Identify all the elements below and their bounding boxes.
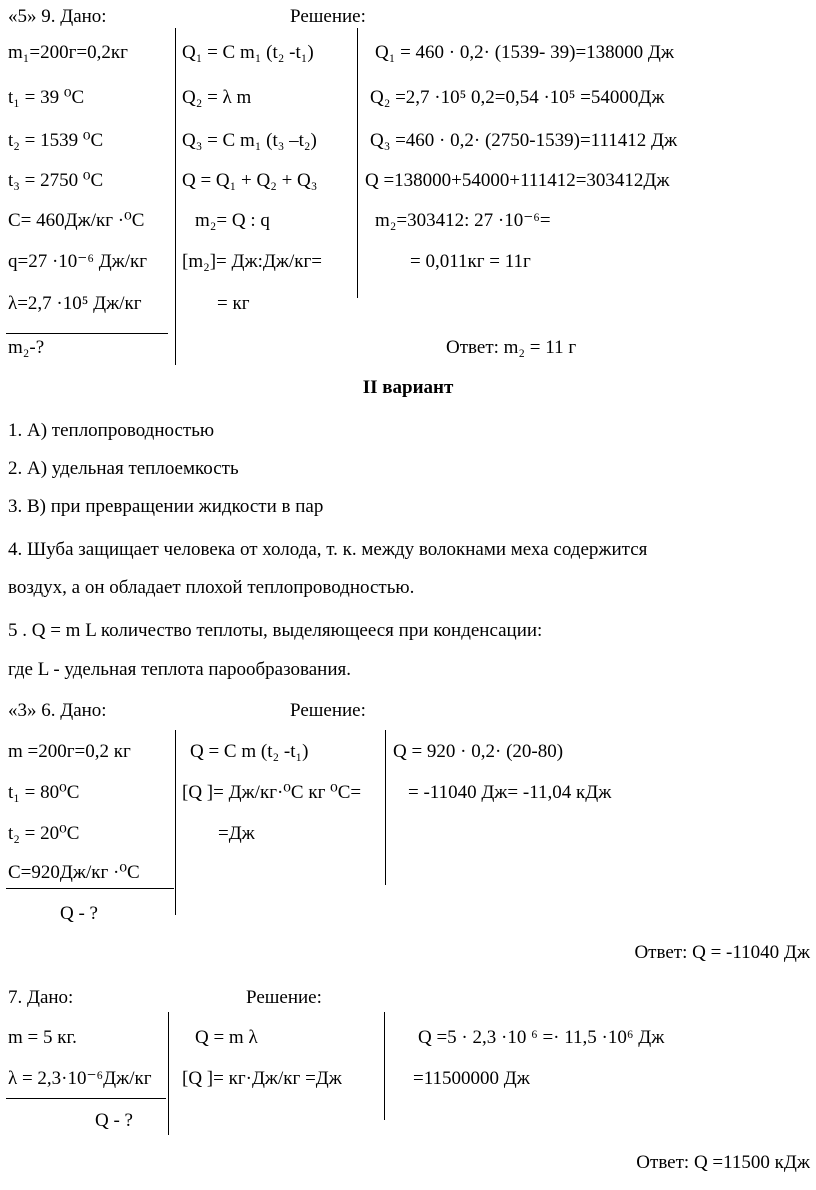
find-item: Q - ? <box>60 903 98 924</box>
formula: Q = С m (t₂ -t₁) <box>190 741 309 762</box>
calculation: Q =138000+54000+111412=303412Дж <box>365 170 670 191</box>
formula: Q = m λ <box>195 1027 258 1048</box>
given-divider <box>6 333 168 334</box>
solution-header: Решение: <box>290 700 366 721</box>
column-divider <box>385 730 386 885</box>
list-item: 1. А) теплопроводностью <box>8 420 215 441</box>
formula: = кг <box>217 293 250 314</box>
given-divider <box>6 888 174 889</box>
given-item: t₁ = 39 ⁰С <box>8 87 85 108</box>
answer: Ответ: Q =11500 кДж <box>636 1152 810 1173</box>
answer: Ответ: m₂ = 11 г <box>446 337 577 358</box>
list-item: 3. В) при превращении жидкости в пар <box>8 496 324 517</box>
list-item: 5 . Q = m L количество теплоты, выделяющееся при конденсации: <box>8 620 543 641</box>
solution-header: Решение: <box>290 6 366 27</box>
calculation: = -11040 Дж= -11,04 кДж <box>408 782 612 803</box>
formula: m₂= Q : q <box>195 210 270 231</box>
formula: [Q ]= кг·Дж/кг =Дж <box>182 1068 342 1089</box>
formula: Q = Q₁ + Q₂ + Q₃ <box>182 170 318 191</box>
given-item: t₂ = 20⁰С <box>8 823 80 844</box>
given-header: 7. Дано: <box>8 987 74 1008</box>
formula: [Q ]= Дж/кг·⁰С кг ⁰С= <box>182 782 362 803</box>
given-item: С=920Дж/кг ·⁰С <box>8 862 140 883</box>
column-divider <box>357 28 358 298</box>
list-item: 4. Шуба защищает человека от холода, т. к. между волокнами меха содержится <box>8 539 648 560</box>
given-header: «5» 9. Дано: <box>8 6 107 27</box>
given-item: m₁=200г=0,2кг <box>8 42 128 63</box>
formula: =Дж <box>218 823 255 844</box>
calculation: =11500000 Дж <box>413 1068 530 1089</box>
calculation: m₂=303412: 27 ·10⁻⁶= <box>375 210 551 231</box>
given-item: λ = 2,3·10⁻⁶Дж/кг <box>8 1068 152 1089</box>
formula: Q₂ = λ m <box>182 87 252 108</box>
calculation: Q₁ = 460 · 0,2· (1539- 39)=138000 Дж <box>375 42 674 63</box>
calculation: Q = 920 · 0,2· (20-80) <box>393 741 564 762</box>
find-item: Q - ? <box>95 1110 133 1131</box>
column-divider <box>175 730 176 915</box>
column-divider <box>384 1012 385 1120</box>
formula: [m₂]= Дж:Дж/кг= <box>182 251 322 272</box>
section-title: II вариант <box>362 377 454 398</box>
given-item: q=27 ·10⁻⁶ Дж/кг <box>8 251 148 272</box>
list-item: 2. А) удельная теплоемкость <box>8 458 239 479</box>
given-item: С= 460Дж/кг ·⁰С <box>8 210 145 231</box>
answer: Ответ: Q = -11040 Дж <box>634 942 810 963</box>
solution-header: Решение: <box>246 987 322 1008</box>
calculation: Q =5 · 2,3 ·10 ⁶ =· 11,5 ·10⁶ Дж <box>418 1027 665 1048</box>
column-divider <box>168 1012 169 1135</box>
calculation: Q₃ =460 · 0,2· (2750-1539)=111412 Дж <box>370 130 678 151</box>
given-item: m = 5 кг. <box>8 1027 77 1048</box>
given-header: «3» 6. Дано: <box>8 700 107 721</box>
given-item: t₁ = 80⁰С <box>8 782 80 803</box>
given-item: λ=2,7 ·10⁵ Дж/кг <box>8 293 142 314</box>
list-item: воздух, а он обладает плохой теплопроводностью. <box>8 577 415 598</box>
formula: Q₃ = С m₁ (t₃ –t₂) <box>182 130 317 151</box>
given-item: t₃ = 2750 ⁰С <box>8 170 104 191</box>
given-item: t₂ = 1539 ⁰С <box>8 130 104 151</box>
calculation: = 0,011кг = 11г <box>410 251 531 272</box>
find-item: m₂-? <box>8 337 45 358</box>
given-divider <box>6 1098 166 1099</box>
column-divider <box>175 28 176 365</box>
list-item: где L - удельная теплота парообразования. <box>8 659 351 680</box>
given-item: m =200г=0,2 кг <box>8 741 131 762</box>
calculation: Q₂ =2,7 ·10⁵ 0,2=0,54 ·10⁵ =54000Дж <box>370 87 665 108</box>
formula: Q₁ = С m₁ (t₂ -t₁) <box>182 42 314 63</box>
